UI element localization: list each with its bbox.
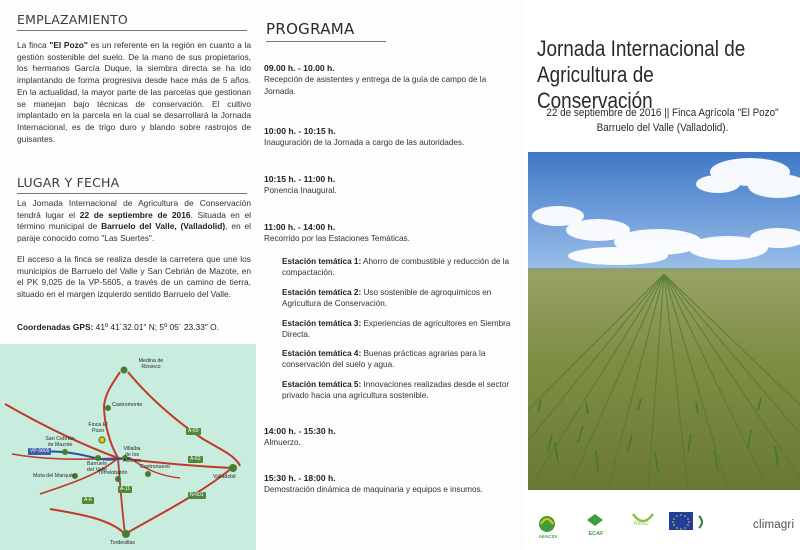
schedule-slot [264, 125, 514, 149]
cover-panel [525, 0, 800, 550]
thematic-station [282, 318, 512, 341]
slot-desc: Almuerzo. [264, 438, 301, 447]
climagri-logo: climagri [753, 519, 795, 531]
slot-time: 10:15 h. - 11:00 h. [264, 174, 336, 184]
program-panel [262, 0, 525, 550]
map-label-torrelobaton: Torrelobatón [98, 470, 128, 476]
map-label-medina: Medina de Rioseco [138, 358, 164, 370]
map-label-castromonte: Castromonte [112, 402, 143, 408]
schedule-slot [264, 173, 514, 197]
event-date: 22 de septiembre de 2016 [79, 209, 191, 220]
station-label: Estación temática 4: [282, 349, 362, 358]
gps-coordinates [17, 322, 257, 332]
town-torrelobaton-dot [115, 476, 121, 482]
cover-title-line2: Agricultura de Conservación [537, 62, 654, 113]
town-medina-dot [121, 367, 128, 374]
station-text: Innovaciones realizadas desde el sector privado hacia una agricultura sostenible. [282, 380, 510, 401]
slot-time: 10:00 h. - 10:15 h. [264, 126, 336, 136]
slot-desc: Demostración dinámica de maquinaria y equipos e insumos. [264, 485, 483, 494]
gps-value: 41º 41´32.01" N; 5º 05´ 23.33" O. [93, 322, 219, 332]
finca-marker [99, 437, 105, 443]
thematic-station [282, 287, 512, 310]
gps-label: Coordenadas GPS: [17, 322, 94, 332]
schedule-slot [264, 472, 514, 496]
town-valladolid-dot [229, 464, 237, 472]
emplazamiento-intro: La finca [17, 40, 50, 50]
ecaf-logo-mark [587, 514, 603, 526]
thematic-station [282, 256, 512, 279]
slot-time: 11:00 h. - 14:00 h. [264, 222, 336, 232]
slot-desc: Inauguración de la Jornada a cargo de las autoridades. [264, 138, 465, 147]
cover-title-line1: Jornada Internacional de [537, 36, 746, 61]
road-badge-n601: N-601 [190, 492, 204, 498]
schedule-slot [264, 62, 514, 97]
station-label: Estación temática 5: [282, 380, 362, 389]
town-tordesillas-dot [122, 530, 130, 538]
cover-subtitle [539, 106, 787, 136]
cover-subtitle-line1: 22 de septiembre de 2016 || Finca Agrícola "El Pozo" [546, 107, 779, 119]
road-badge-a6: A-6 [84, 497, 92, 503]
lugar-text-part: La Jornada Internacional de Agricultura de Conservación tendrá lugar el [17, 198, 251, 220]
thematic-station [282, 348, 512, 371]
station-label: Estación temática 1: [282, 257, 362, 266]
avac-logo-mark [633, 514, 653, 521]
life-logo-mark [699, 516, 702, 528]
finca-name: "El Pozo" [49, 40, 88, 50]
road-medina-finca [104, 372, 120, 458]
slot-desc: Recorrido por las Estaciones Temáticas. [264, 234, 410, 243]
field-photo [528, 152, 800, 490]
lugar-text-part: , en el paraje conocido como "Las Suertes". [17, 221, 251, 244]
road-a60 [128, 372, 240, 466]
program-title: PROGRAMA [266, 20, 386, 42]
avac-logo-text: AVAC [633, 521, 649, 527]
map-label-mota: Mota del Marqués [33, 473, 76, 479]
slot-time: 14:00 h. - 15:30 h. [264, 426, 336, 436]
map-label-tordesillas: Tordesillas [110, 540, 136, 546]
emplazamiento-body: es un referente en la región en cuanto a la gestión sostenible del suelo. De la mano de sus propietarios, los hermanos García Duque, la siembra directa se ha ido implantando de forma progresiva desde hace más de 5 años. En la actualidad, la mayor parte de las parcelas que gestionan se manejan bajo técnicas de conservación. El cultivo implantado en la parcela en la cual se desarrollará la Jornada Internacional, es de trigo duro y blando sobre rastrojos de guisantes. [17, 40, 251, 144]
map-label-castronuevo: Castronuevo [140, 464, 171, 470]
thematic-station [282, 379, 512, 402]
slot-time: 09.00 h. - 10.00 h. [264, 63, 335, 73]
section-title-emplazamiento: EMPLAZAMIENTO [17, 12, 247, 31]
left-panel [0, 0, 262, 550]
station-label: Estación temática 3: [282, 319, 362, 328]
map-label-villalba: Villalba de los Alcores [123, 446, 141, 464]
slot-desc: Recepción de asistentes y entrega de la guía de campo de la Jornada. [264, 75, 487, 96]
ecaf-logo-text: ECAF [588, 531, 604, 537]
road-badge-a11: A-11 [120, 486, 131, 492]
road-badge-vp5605: VP-5605 [30, 448, 50, 454]
map-label-finca: Finca El Pozo [88, 422, 108, 434]
lugar-text-2: El acceso a la finca se realiza desde la carretera que une los municipios de Barruelo del Valle y San Cebrián de Mazote, en el PK 9,025 de la VP-5605, a través de un camino de tierra, situado en el margen izquierdo sentido Barruelo del Valle. [17, 254, 251, 300]
aeac-logo-text: AEACSV [538, 534, 558, 539]
schedule-slot [264, 425, 514, 449]
section-title-lugar: LUGAR Y FECHA [17, 175, 247, 194]
emplazamiento-text [17, 40, 251, 145]
town-castronuevo-dot [145, 471, 151, 477]
event-place: Barruelo del Valle, (Valladolid) [101, 221, 226, 232]
cover-subtitle-line2: Barruelo del Valle (Valladolid). [596, 122, 729, 134]
station-text: Uso sostenible de agroquímicos en Agricultura de Conservación. [282, 288, 492, 309]
town-castromonte-dot [105, 405, 111, 411]
cover-title [537, 36, 761, 114]
map-label-barruelo: Barruelo del Valle [86, 461, 108, 473]
schedule-slot [264, 221, 514, 245]
road-badge-a62: A-62 [190, 456, 201, 462]
lugar-text-part: . Situada en el término municipal de [17, 209, 251, 232]
road-badge-a60: A-60 [188, 428, 199, 434]
slot-desc: Ponencia Inaugural. [264, 186, 337, 195]
station-text: Experiencias de agricultores en Siembra Directa. [282, 319, 511, 340]
station-label: Estación temática 2: [282, 288, 362, 297]
map-label-sancebrian: San Cebrián de Mazote [45, 436, 75, 448]
road-a6 [50, 509, 125, 534]
station-text: Ahorro de combustible y reducción de la compactación. [282, 257, 510, 278]
field-photo-image [528, 152, 800, 490]
location-map [0, 344, 256, 550]
slot-time: 15:30 h. - 18:00 h. [264, 473, 336, 483]
lugar-text-1 [17, 198, 251, 245]
town-sancebrian-dot [62, 449, 68, 455]
map-label-valladolid: Valladolid [213, 474, 236, 480]
station-text: Buenas prácticas agrarias para la conservación del suelo y agua. [282, 349, 486, 370]
